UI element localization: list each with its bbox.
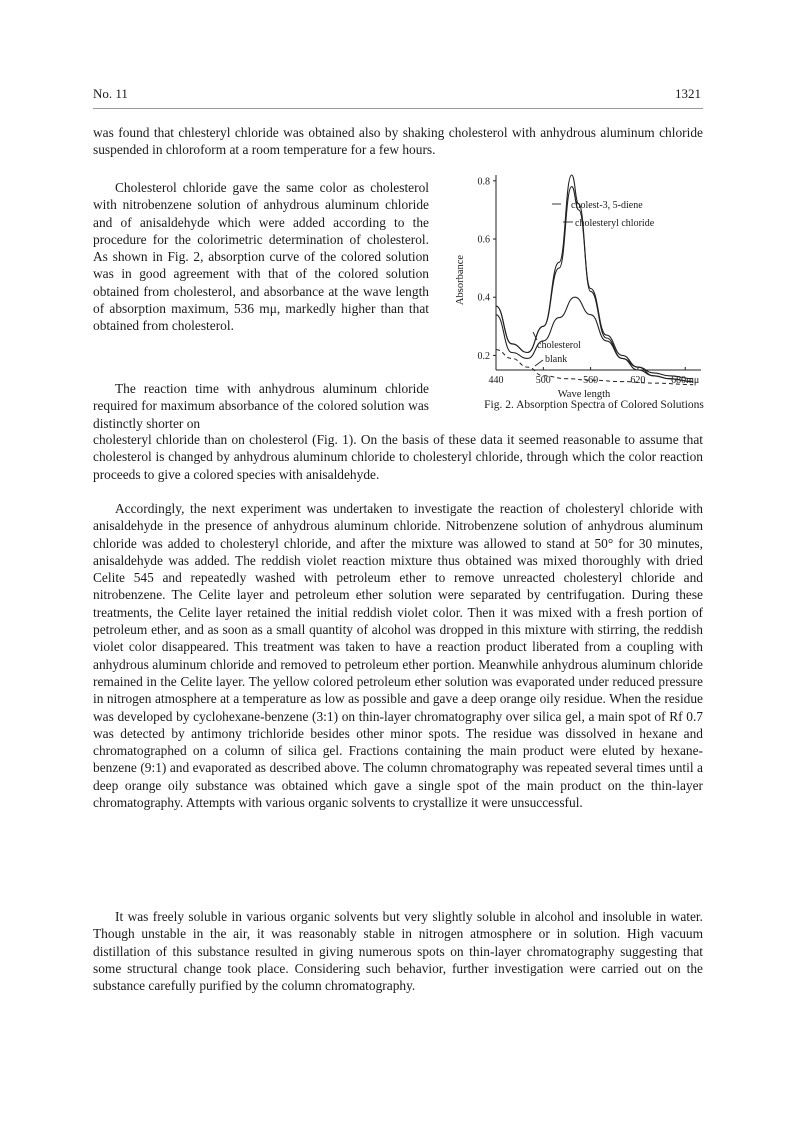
x-tick-label: 620: [630, 375, 646, 386]
x-tick-label: 560: [583, 375, 599, 386]
paragraph-reaction-time-cont: cholesteryl chloride than on cholesterol (Fig. 1). On the basis of these data it seemed reasonable to assume that cholesterol is changed by anhydrous aluminum chloride to cholesteryl chloride, through which the color reaction proceeds to give a colored species with anisaldehyde.: [93, 432, 703, 482]
paragraph-experiment: Accordingly, the next experiment was undertaken to investigate the reaction of cholesteryl chloride with anisaldehyde in the presence of anhydrous aluminum chloride. Nitrobenzene solution of anhydrous aluminum chloride was added to cholesteryl chloride, and after the mixture was allowed to stand at 50° for 30 minutes, anisaldehyde was added. The reddish violet reaction mixture thus obtained was mixed thoroughly with dried Celite 545 and repeatedly washed with petroleum ether to remove unreacted cholesteryl chloride and nitrobenzene. The Celite layer and petroleum ether solution were separated by centrifugation. During these treatments, the Celite layer retained the initial reddish violet color. Then it was mixed with a fresh portion of petroleum ether, and as soon as a small quantity of alcohol was dropped in this mixture with stirring, the reddish violet color disappeared. This treatment was taken to have a reaction product liberated from a coupling with anhydrous aluminum chloride and removed to petroleum ether portion. Meanwhile anhydrous aluminum chloride remained in the Celite layer. The yellow colored petroleum ether solution was evaporated under reduced pressure in nitrogen atmosphere at a temperature as low as possible and gave a deep orange oily residue. When the residue was developed by cyclohexane-benzene (3:1) on thin-layer chromatography over silica gel, a main spot of Rf 0.7 was detected by antimony trichloride besides other minor spots. The residue was dissolved in hexane and chromatographed on a column of silica gel. Fractions containing the main product were eluted by hexane-benzene (9:1) and evaporated as described above. The column chromatography was repeated several times until a deep orange oily substance was obtained which gave a single spot of the main product on the thin-layer chromatography. Attempts with various organic solvents to crystallize it were unsuccessful.: [93, 501, 703, 811]
figure-2: [439, 170, 709, 430]
paragraph-solubility: It was freely soluble in various organic solvents but very slightly soluble in alcohol and insoluble in water. Though unstable in the air, it was reasonably stable in nitrogen atmosphere or in solution. High vacuum distillation of this substance resulted in giving numerous spots on thin-layer chromatography suggesting that some structural change took place. Considering such behavior, further investigation were carried out on the substance carefully purified by the column chromatography.: [93, 909, 703, 994]
y-tick-label: 0.8: [477, 176, 490, 188]
paragraph-intro: was found that chlesteryl chloride was obtained also by shaking cholesterol with anhydrous aluminum chloride suspended in chloroform at a room temperature for a few hours.: [93, 125, 703, 158]
annotation-group: [533, 200, 655, 366]
x-tick-label: 680mμ: [671, 375, 700, 386]
page-header: [93, 86, 701, 106]
annotation-cholesteryl-chloride: cholesteryl chloride: [575, 218, 655, 229]
annotation-cholestadiene: cholest-3, 5-diene: [571, 200, 643, 211]
series-line-cholesteryl-chloride: [496, 187, 693, 382]
absorption-chart: [439, 170, 709, 400]
figure-caption: Fig. 2. Absorption Spectra of Colored Solutions: [484, 399, 704, 411]
y-tick-label: 0.2: [477, 350, 490, 362]
leader-blank: [535, 360, 543, 366]
x-tick-label: 440: [488, 375, 504, 386]
y-tick-label: 0.4: [477, 292, 490, 304]
page-number: 1321: [675, 86, 701, 101]
header-rule: [93, 108, 703, 109]
issue-number: No. 11: [93, 86, 128, 101]
x-axis-label: Wave length: [557, 389, 611, 400]
x-tick-label: 500: [535, 375, 551, 386]
y-axis-label: Absorbance: [455, 254, 466, 306]
annotation-blank: blank: [545, 354, 568, 365]
y-tick-group: [478, 176, 497, 362]
paragraph-color-comparison: Cholesterol chloride gave the same color as cholesterol with nitrobenzene solution of anhydrous aluminum chloride and of anisaldehyde which were added according to the procedure for the colorimetric determination of cholesterol. As shown in Fig. 2, absorption curve of the colored solution was in good agreement with that of the colored solution obtained from cholesterol, and absorbance at the wave length of absorption maximum, 536 mμ, markedly higher than that obtained from cholesterol.: [93, 180, 429, 334]
annotation-cholesterol: cholesterol: [537, 340, 581, 351]
y-tick-label: 0.6: [477, 234, 490, 246]
paragraph-reaction-time: The reaction time with anhydrous aluminum chloride required for maximum absorbance of the colored solution was distinctly shorter on: [93, 381, 429, 431]
